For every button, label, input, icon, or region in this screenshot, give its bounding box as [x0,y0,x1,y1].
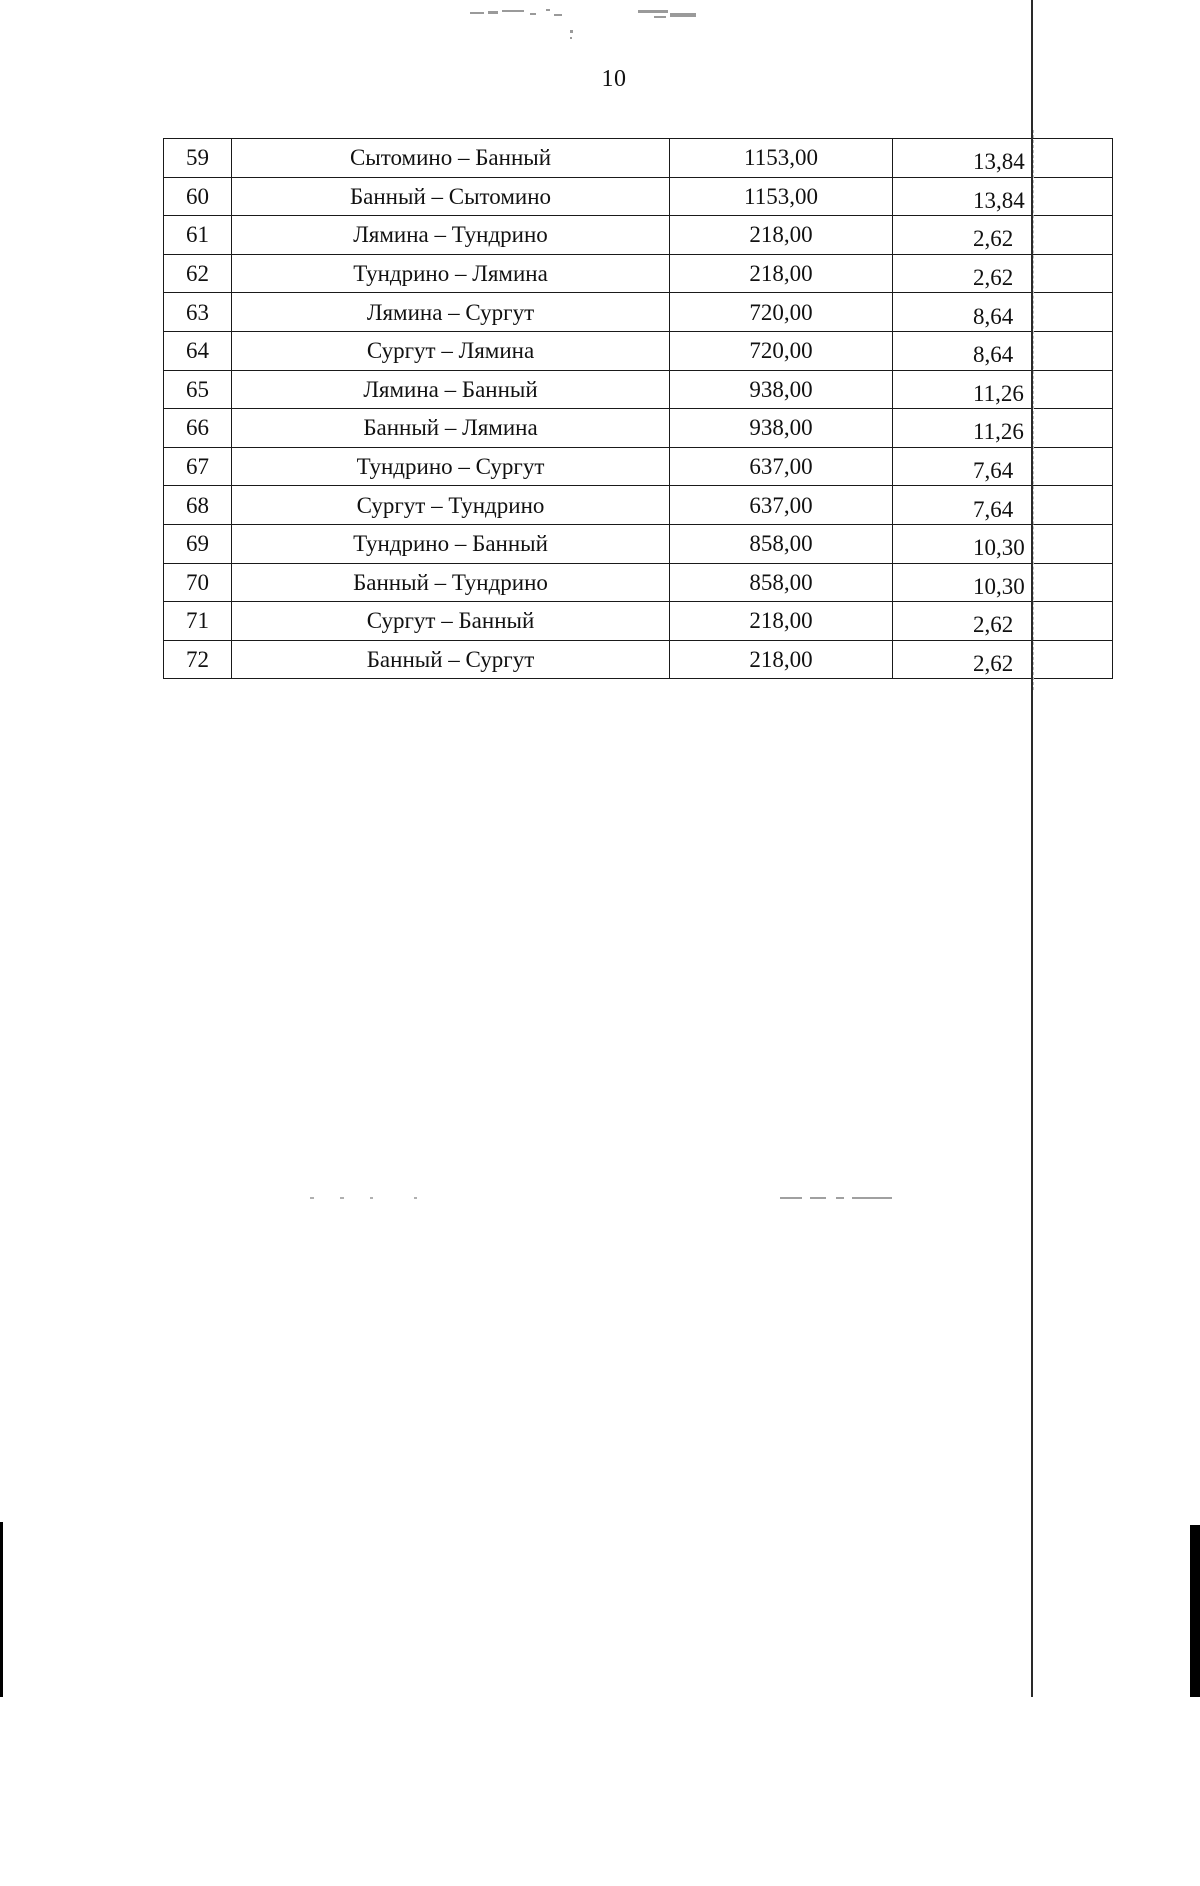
table-row [164,409,1113,448]
route-cell-text: Тундрино – Сургут [356,454,545,480]
routes-table [163,138,1113,679]
distance-cell-text: 218,00 [749,222,813,248]
cost-cell-text: 10,30 [973,535,1025,561]
route-cell [232,447,670,486]
distance-cell-text: 637,00 [749,492,813,518]
cost-cell [893,177,1113,216]
row-number-cell [164,409,232,448]
row-number-cell-text: 65 [186,376,209,402]
table-row [164,139,1113,178]
row-number-cell [164,640,232,679]
distance-cell-text: 858,00 [749,569,813,595]
distance-cell-text: 720,00 [749,299,813,325]
cost-cell-text: 13,84 [973,187,1025,213]
row-number-cell [164,216,232,255]
route-cell-text: Сытомино – Банный [349,145,552,171]
table-row [164,640,1113,679]
table-row [164,563,1113,602]
table-row [164,293,1113,332]
row-number-cell-text: 68 [186,492,209,518]
row-number-cell [164,370,232,409]
distance-cell [670,640,893,679]
route-cell-text: Банный – Тундрино [353,569,548,595]
route-cell-text: Банный – Сургут [366,647,535,673]
table-row [164,216,1113,255]
row-number-cell [164,177,232,216]
row-number-cell [164,254,232,293]
scan-dot-stray [0,1882,1,1886]
cost-cell [893,331,1113,370]
route-cell-text: Лямина – Сургут [366,299,535,325]
row-number-cell-text: 72 [186,647,209,673]
row-number-cell-text: 61 [186,222,209,248]
row-number-cell-text: 62 [186,261,209,287]
cost-cell-text: 2,62 [973,226,1014,252]
table-row [164,524,1113,563]
cost-cell-text: 8,64 [973,342,1014,368]
distance-cell-text: 1153,00 [744,183,818,209]
row-number-cell-text: 60 [186,183,209,209]
cost-cell-text: 7,64 [973,496,1014,522]
cost-cell [893,447,1113,486]
route-cell-text: Сургут – Банный [366,608,535,634]
row-number-cell-text: 67 [186,454,209,480]
route-cell [232,254,670,293]
distance-cell [670,486,893,525]
route-cell [232,563,670,602]
route-cell [232,640,670,679]
cost-cell [893,370,1113,409]
row-number-cell [164,602,232,641]
distance-cell-text: 720,00 [749,338,813,364]
table-row [164,486,1113,525]
distance-cell [670,602,893,641]
route-cell [232,216,670,255]
distance-cell-text: 218,00 [749,261,813,287]
cost-cell-text: 8,64 [973,303,1014,329]
scan-faint-line [1033,130,1034,690]
scan-dots-right [780,1196,895,1200]
cost-cell [893,139,1113,178]
cost-cell [893,409,1113,448]
route-cell-text: Сургут – Лямина [366,338,535,364]
cost-cell-text: 7,64 [973,458,1014,484]
table-row [164,331,1113,370]
row-number-cell-text: 63 [186,299,209,325]
routes-table-body [164,139,1113,679]
table-row [164,254,1113,293]
route-cell [232,293,670,332]
page-number: 10 [601,66,627,92]
scan-edge-left [0,1522,3,1697]
cost-cell-text: 11,26 [973,419,1024,445]
route-cell [232,486,670,525]
cost-cell-text: 2,62 [973,265,1014,291]
table-row [164,370,1113,409]
distance-cell [670,254,893,293]
row-number-cell [164,524,232,563]
cost-cell [893,293,1113,332]
route-cell [232,139,670,178]
distance-cell-text: 938,00 [749,376,813,402]
distance-cell [670,139,893,178]
cost-cell-text: 2,62 [973,651,1014,677]
route-cell [232,409,670,448]
route-cell [232,370,670,409]
distance-cell-text: 858,00 [749,531,813,557]
scan-speckle-top [470,4,730,44]
distance-cell [670,370,893,409]
cost-cell-text: 2,62 [973,612,1014,638]
row-number-cell-text: 59 [186,145,209,171]
route-cell-text: Сургут – Тундрино [356,492,545,518]
cost-cell [893,602,1113,641]
distance-cell-text: 637,00 [749,454,813,480]
row-number-cell-text: 71 [186,608,209,634]
table-row [164,447,1113,486]
scan-dots-left [310,1196,430,1200]
route-cell [232,177,670,216]
distance-cell [670,447,893,486]
distance-cell [670,293,893,332]
route-cell [232,524,670,563]
distance-cell-text: 218,00 [749,647,813,673]
row-number-cell [164,486,232,525]
route-cell-text: Тундрино – Лямина [353,261,548,287]
route-cell-text: Тундрино – Банный [353,531,548,557]
distance-cell [670,331,893,370]
cost-cell [893,563,1113,602]
row-number-cell [164,447,232,486]
cost-cell [893,524,1113,563]
table-row [164,602,1113,641]
distance-cell [670,409,893,448]
row-number-cell [164,139,232,178]
distance-cell-text: 218,00 [749,608,813,634]
route-cell [232,602,670,641]
row-number-cell-text: 69 [186,531,209,557]
cost-cell [893,216,1113,255]
scan-edge-right [1190,1525,1200,1697]
cost-cell-text: 11,26 [973,380,1024,406]
cost-cell-text: 13,84 [973,149,1025,175]
route-cell-text: Лямина – Банный [363,376,538,402]
cost-cell [893,254,1113,293]
row-number-cell [164,293,232,332]
route-cell-text: Банный – Сытомино [349,183,552,209]
distance-cell [670,177,893,216]
route-cell-text: Лямина – Тундрино [353,222,548,248]
table-row [164,177,1113,216]
distance-cell-text: 938,00 [749,415,813,441]
route-cell [232,331,670,370]
row-number-cell [164,563,232,602]
distance-cell [670,216,893,255]
route-cell-text: Банный – Лямина [363,415,538,441]
cost-cell [893,640,1113,679]
row-number-cell-text: 66 [186,415,209,441]
cost-cell-text: 10,30 [973,573,1025,599]
row-number-cell-text: 70 [186,569,209,595]
row-number-cell-text: 64 [186,338,209,364]
row-number-cell [164,331,232,370]
distance-cell [670,563,893,602]
distance-cell-text: 1153,00 [744,145,818,171]
cost-cell [893,486,1113,525]
distance-cell [670,524,893,563]
